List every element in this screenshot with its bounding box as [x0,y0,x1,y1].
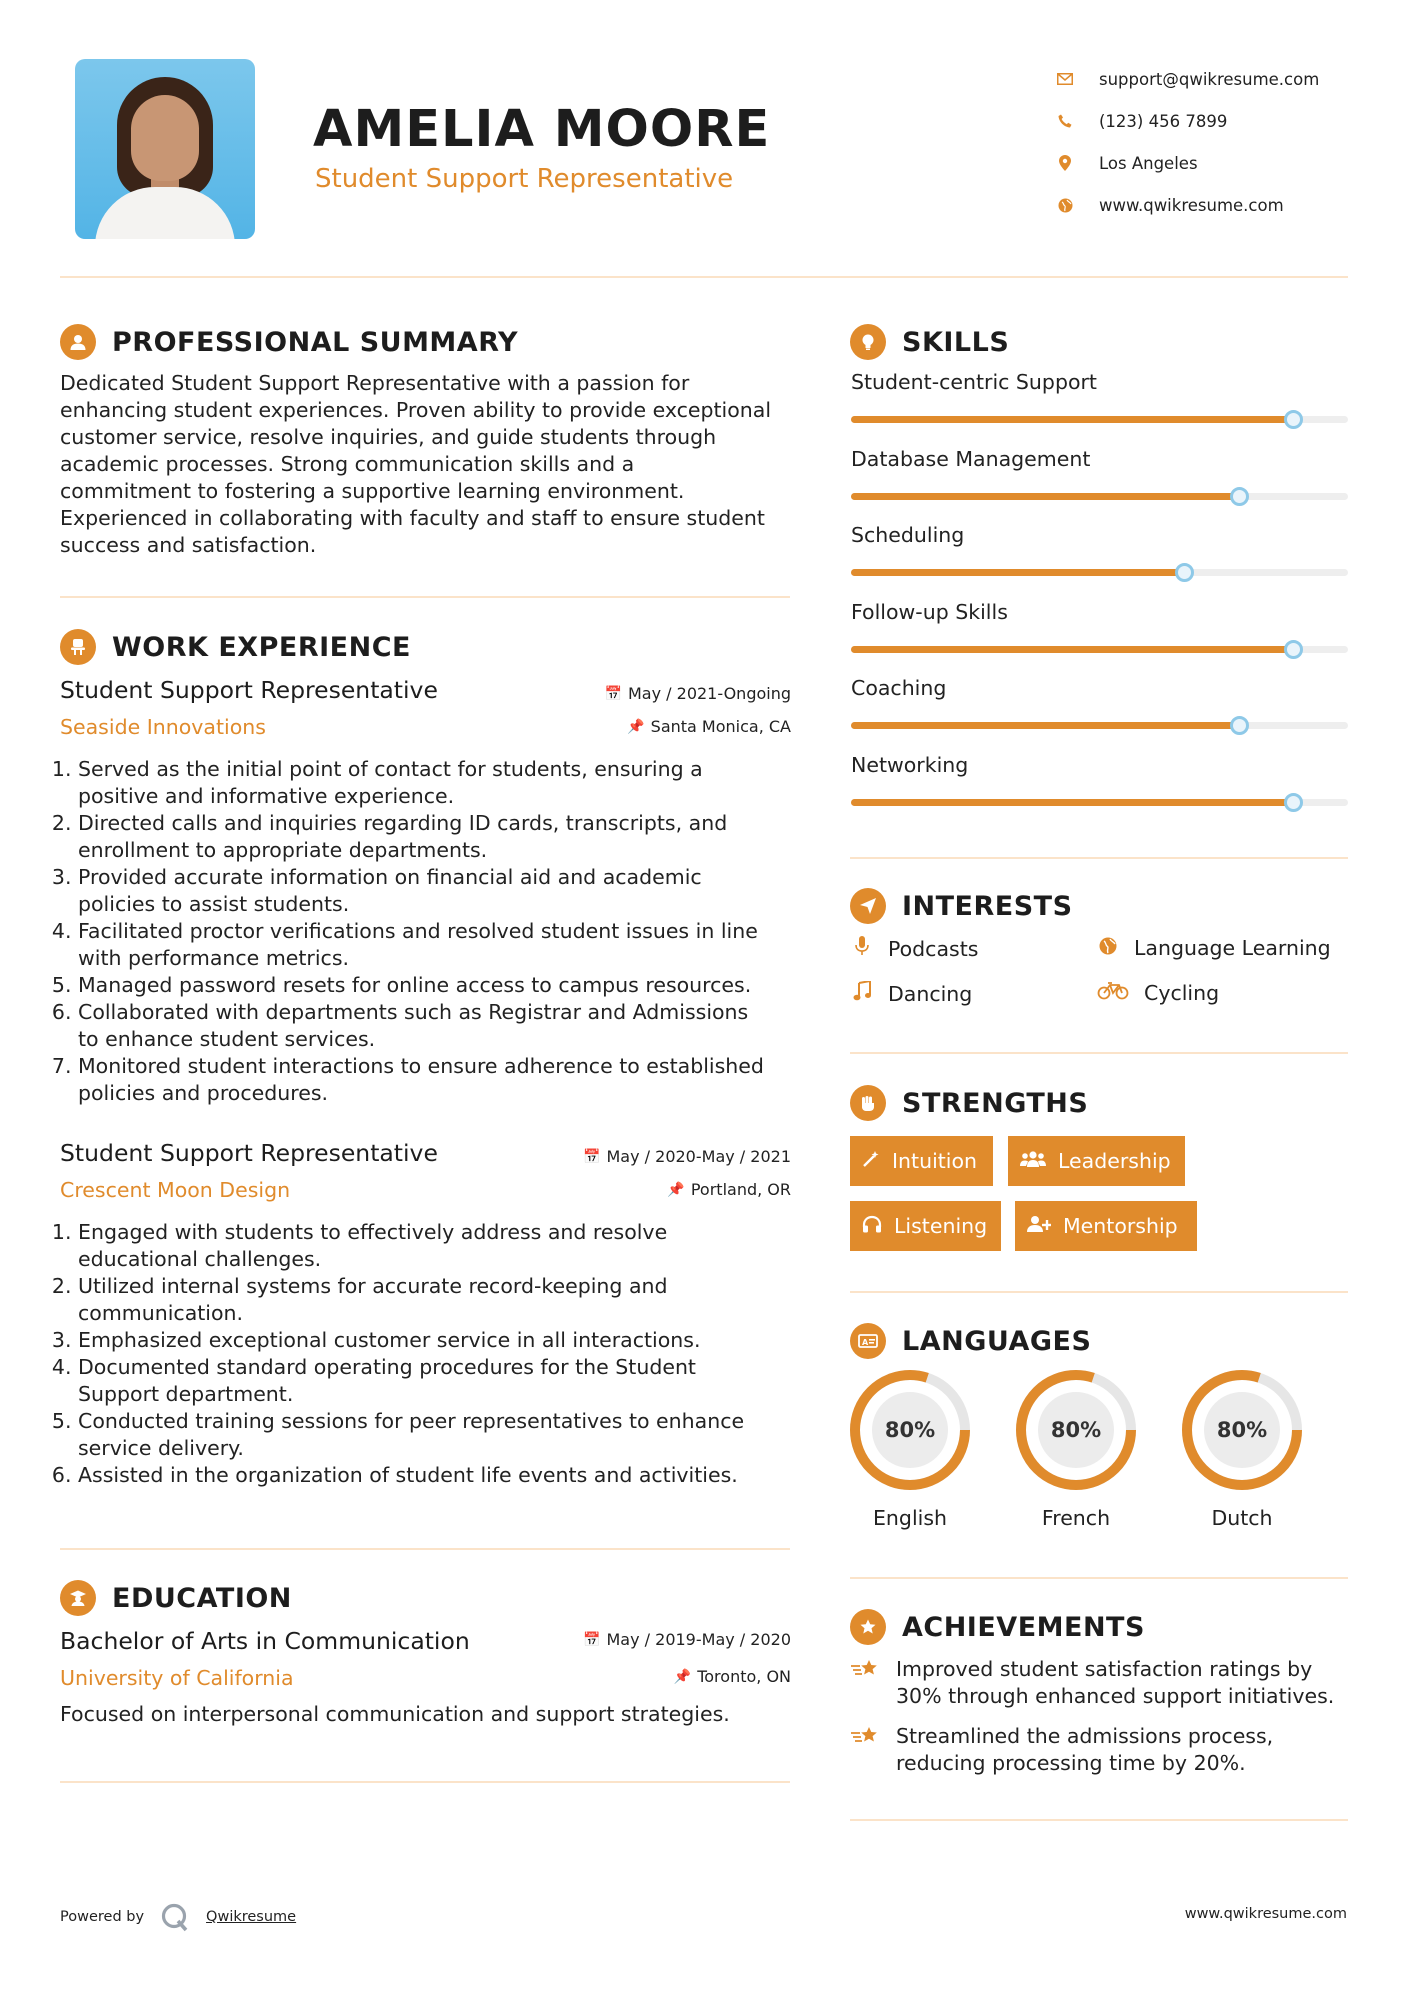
calendar-icon: 📅 [583,1631,601,1648]
language-name: English [872,1506,948,1530]
list-item: 4. Documented standard operating procedures for the Student Support department. [78,1354,800,1408]
skill-label: Networking [851,752,969,777]
contact-website[interactable]: www.qwikresume.com [1055,184,1319,226]
job-date: 📅 May / 2020-May / 2021 [583,1147,791,1166]
interest-item: Cycling [1096,981,1219,1005]
languages-heading: A LANGUAGES [850,1323,1091,1359]
job-location: 📌 Portland, OR [667,1180,791,1199]
skill-label: Follow-up Skills [851,599,1008,624]
footer-url[interactable]: www.qwikresume.com [1184,1906,1347,1922]
job-location: 📌 Santa Monica, CA [627,717,791,736]
experience-divider [60,1548,790,1550]
achievement-item: Streamlined the admissions process, reducing processing time by 20%. [850,1723,1273,1777]
skill-bar-fill [851,416,1293,423]
achievement-item: Improved student satisfaction ratings by 30% through enhanced support initiatives. [850,1656,1334,1710]
calendar-icon: 📅 [583,1148,601,1165]
language-card-icon [850,1323,886,1359]
phone-icon [1055,111,1075,131]
job-responsibilities [60,756,800,1107]
chair-icon [60,629,96,665]
skills-heading: SKILLS [850,324,1009,360]
education-date: 📅 May / 2019-May / 2020 [583,1630,791,1649]
skill-bar-fill [851,799,1293,806]
user-icon [60,324,96,360]
skill-bar-knob [1230,716,1249,735]
users-icon [1020,1150,1046,1173]
language-ring [848,1368,972,1492]
language-item [1014,1368,1138,1530]
language-item [1180,1368,1304,1530]
language-percent: 80% [1050,1418,1102,1442]
skill-bar-knob [1175,563,1194,582]
skill-bar [851,646,1348,653]
strength-chip: Intuition [850,1136,993,1186]
footer-powered-by: Powered by Qwikresume [60,1902,296,1932]
school-name: University of California [60,1666,294,1690]
pin-icon: 📌 [673,1668,692,1685]
globe-icon [1055,195,1075,215]
language-item [848,1368,972,1530]
headphones-icon [862,1215,882,1238]
bicycle-icon [1096,982,1130,1005]
candidate-name: AMELIA MOORE [313,100,771,159]
job-date: 📅 May / 2021-Ongoing [604,684,791,703]
experience-heading: WORK EXPERIENCE [60,629,411,665]
contact-list [1055,58,1319,226]
job-title: Student Support Representative [60,1139,438,1167]
shooting-star-icon [850,1656,880,1710]
language-ring [1180,1368,1304,1492]
language-ring [1014,1368,1138,1492]
summary-text: Dedicated Student Support Representative with a passion for enhancing student experiences. Proven ability to provide exceptional customer service, resolve inquiries, and guide students through academic processes. Strong communication skills and a commitment to fostering a supportive learning environment. Experienced in collaborating with faculty and staff to ensure student success and satisfaction. [60,371,772,557]
list-item: 6. Assisted in the organization of student life events and activities. [78,1462,800,1489]
skill-bar-knob [1284,793,1303,812]
interests-heading: INTERESTS [850,888,1073,924]
strength-chip: Leadership [1008,1136,1185,1186]
skill-bar-fill [851,722,1239,729]
summary-divider [60,596,790,598]
envelope-icon [1055,69,1075,89]
contact-email[interactable]: support@qwikresume.com [1055,58,1319,100]
skill-bar [851,569,1348,576]
degree-title: Bachelor of Arts in Communication [60,1627,470,1655]
magic-wand-icon [862,1150,880,1173]
skill-bar-knob [1230,487,1249,506]
strength-chip: Mentorship [1015,1201,1197,1251]
skill-bar [851,722,1348,729]
list-item: 5. Conducted training sessions for peer representatives to enhance service delivery. [78,1408,800,1462]
strengths-heading: STRENGTHS [850,1085,1088,1121]
skills-divider [850,857,1348,859]
list-item: 2. Directed calls and inquiries regarding ID cards, transcripts, and enrollment to appropriate departments. [78,810,800,864]
skill-bar-knob [1284,410,1303,429]
achievements-heading: ACHIEVEMENTS [850,1609,1145,1645]
location-pin-icon [1055,153,1075,173]
pin-icon: 📌 [627,718,645,735]
candidate-title: Student Support Representative [315,164,734,194]
summary-heading: PROFESSIONAL SUMMARY [60,324,518,360]
list-item: 7. Monitored student interactions to ensure adherence to established policies and procedures. [78,1053,800,1107]
education-location: 📌 Toronto, ON [673,1667,791,1686]
interest-item: Language Learning [1096,936,1331,960]
lightbulb-icon [850,324,886,360]
qwikresume-logo-icon [160,1902,190,1932]
strength-chip: Listening [850,1201,1001,1251]
skill-bar [851,799,1348,806]
skill-bar [851,416,1348,423]
pin-icon: 📌 [667,1181,685,1198]
skill-bar-fill [851,569,1184,576]
language-percent: 80% [884,1418,936,1442]
globe-icon [1096,937,1120,960]
microphone-icon [850,936,874,961]
job-company: Seaside Innovations [60,715,266,739]
contact-phone[interactable]: (123) 456 7899 [1055,100,1319,142]
header-divider [60,276,1348,278]
skill-bar-fill [851,646,1293,653]
language-name: French [1041,1506,1111,1530]
education-description: Focused on interpersonal communication and support strategies. [60,1702,730,1726]
user-plus-icon [1027,1215,1051,1238]
education-divider [60,1781,790,1783]
contact-location: Los Angeles [1055,142,1319,184]
list-item: 2. Utilized internal systems for accurate record-keeping and communication. [78,1273,800,1327]
interest-item: Dancing [850,981,972,1006]
skill-label: Student-centric Support [851,370,1097,394]
skill-bar [851,493,1348,500]
list-item: 1. Served as the initial point of contact for students, ensuring a positive and informative experience. [78,756,800,810]
music-note-icon [850,981,874,1006]
skill-label: Scheduling [851,523,965,547]
skill-label: Database Management [851,446,1091,471]
languages-divider [850,1577,1348,1579]
job-company: Crescent Moon Design [60,1178,291,1202]
paper-plane-icon [850,888,886,924]
interest-item: Podcasts [850,936,978,961]
list-item: 4. Facilitated proctor verifications and resolved student issues in line with performance metrics. [78,918,800,972]
skill-bar-fill [851,493,1239,500]
achievements-divider [850,1819,1348,1821]
svg-text:A: A [862,1338,869,1347]
star-badge-icon [850,1609,886,1645]
qwikresume-link[interactable]: Qwikresume [206,1909,297,1925]
graduate-icon [60,1580,96,1616]
list-item: 6. Collaborated with departments such as Registrar and Admissions to enhance student services. [78,999,800,1053]
fist-icon [850,1085,886,1121]
job-responsibilities [60,1219,800,1489]
list-item: 3. Emphasized exceptional customer service in all interactions. [78,1327,800,1354]
list-item: 3. Provided accurate information on financial aid and academic policies to assist students. [78,864,800,918]
profile-photo [75,59,255,239]
education-heading: EDUCATION [60,1580,292,1616]
language-percent: 80% [1216,1418,1268,1442]
skill-label: Coaching [851,676,947,700]
interests-divider [850,1052,1348,1054]
list-item: 1. Engaged with students to effectively address and resolve educational challenges. [78,1219,800,1273]
strengths-divider [850,1291,1348,1293]
shooting-star-icon [850,1723,880,1777]
language-name: Dutch [1211,1506,1273,1530]
job-title: Student Support Representative [60,676,438,704]
skill-bar-knob [1284,640,1303,659]
calendar-icon: 📅 [604,685,622,702]
list-item: 5. Managed password resets for online access to campus resources. [78,972,800,999]
